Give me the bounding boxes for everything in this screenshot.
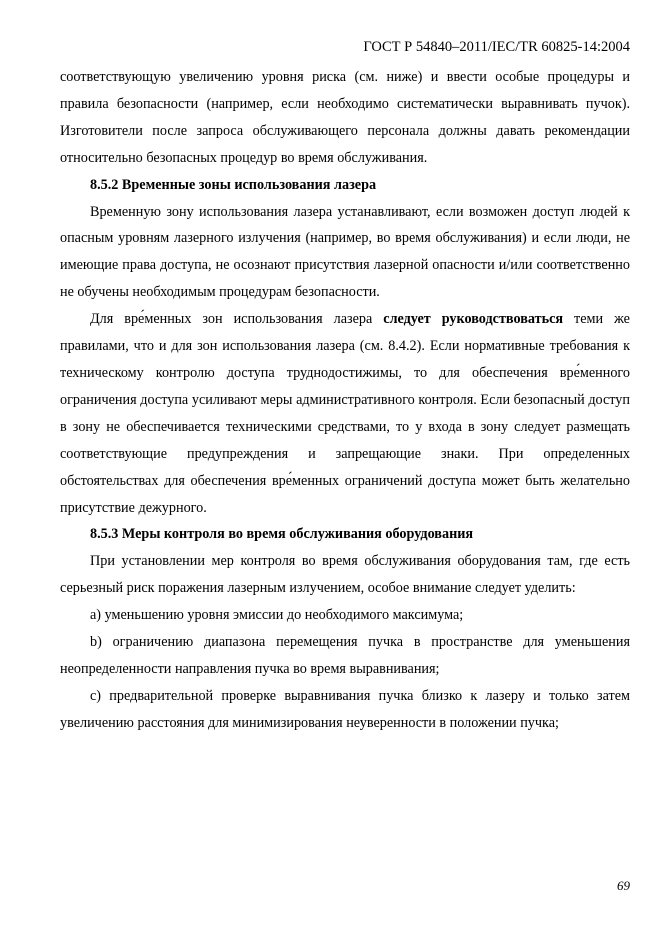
paragraph-8-5-2-2 [60, 306, 630, 521]
paragraph-text-part: теми же правилами, что и для зон использования лазера (см. 8.4.2). Если нормативные требования к техническому контролю доступа труднодостижимы, то для обеспечения вре́менного ограничения доступа усиливают меры административного контроля. Если безопасный доступ в зону не обеспечивается техническими средствами, то у входа в зону следует размещать соответствующие предупреждения и запрещающие знаки. При определенных обстоятельствах для обеспечения вре́менных ограничений доступа может быть желательно присутствие дежурного. [60, 311, 630, 516]
paragraph-8-5-3-1: При установлении мер контроля во время обслуживания оборудования там, где есть серьезный риск поражения лазерным излучением, особое внимание следует уделить: [60, 553, 630, 597]
emphasized-text: следует руководствоваться [383, 311, 564, 328]
list-item-c: c) предварительной проверке выравнивания пучка близко к лазеру и только затем увеличению расстояния для минимизирования неуверенности в положении пучка; [60, 687, 630, 731]
paragraph-8-5-2-1: Временную зону использования лазера устанавливают, если возможен доступ людей к опасным уровням лазерного излучения (например, во время обслуживания) и если люди, не имеющие права доступа, не осознают присутствия лазерной опасности и/или соответственно не обучены необходимым процедурам безопасности. [60, 203, 630, 301]
section-heading-8-5-2: 8.5.2 Временные зоны использования лазера [90, 176, 377, 193]
section-heading-8-5-3: 8.5.3 Меры контроля во время обслуживания оборудования [90, 526, 474, 543]
list-item-a: a) уменьшению уровня эмиссии до необходимого максимума; [90, 607, 464, 624]
document-header: ГОСТ Р 54840–2011/IEC/TR 60825-14:2004 [363, 39, 630, 55]
paragraph-intro: соответствующую увеличению уровня риска (см. ниже) и ввести особые процедуры и правила безопасности (например, если необходимо систематически выравнивать пучок). Изготовители после запроса обслуживающего персонала должны давать рекомендации относительно безопасных процедур во время обслуживания. [60, 69, 630, 166]
page-number: 69 [617, 878, 630, 893]
document-body [60, 64, 630, 737]
paragraph-text-part: Для вре́менных зон использования лазера [90, 311, 384, 328]
list-item-b: b) ограничению диапазона перемещения пучка в пространстве для уменьшения неопределенности направления пучка во время выравнивания; [60, 634, 630, 677]
